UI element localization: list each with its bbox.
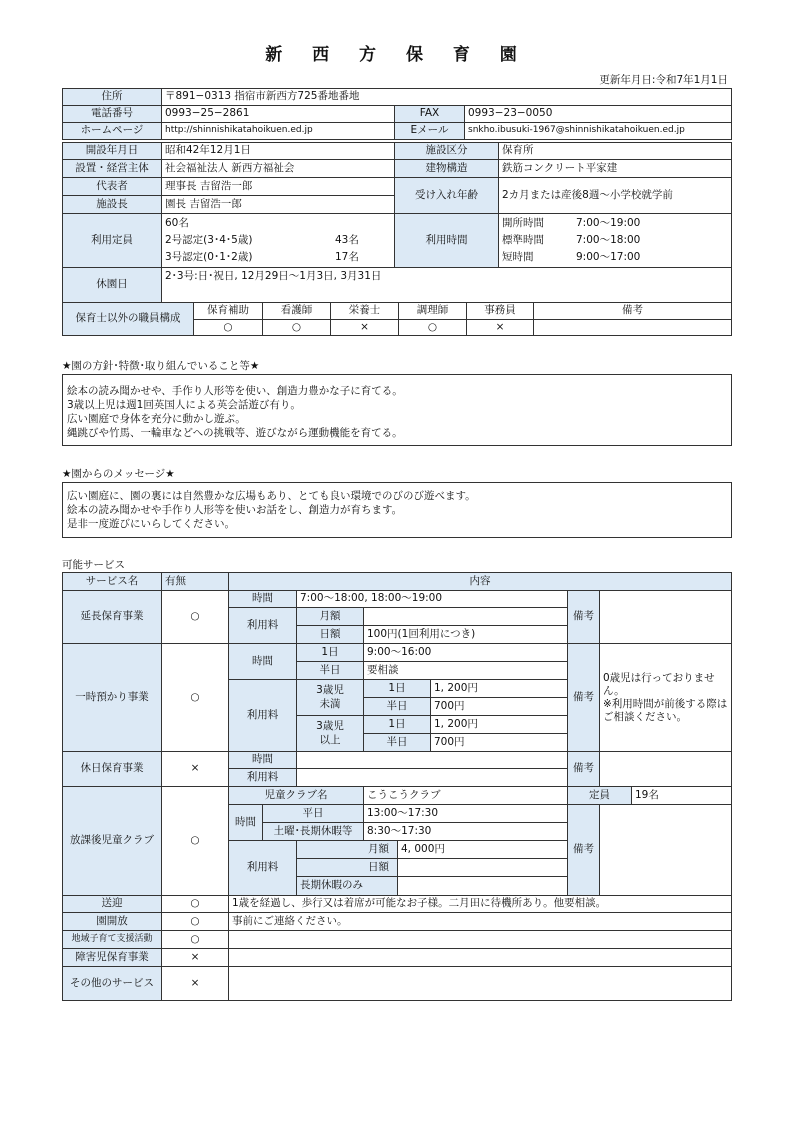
holiday-fee-label: 利用料	[228, 768, 297, 787]
service-name-afterschool: 放課後児童クラブ	[62, 786, 162, 896]
over3-fullday-label: 1日	[363, 715, 431, 734]
under3-line1: 3歳児	[316, 684, 344, 697]
holiday-notes-value	[599, 751, 732, 787]
hours-label: 利用時間	[394, 213, 499, 268]
service-name-open-house: 園開放	[62, 912, 162, 931]
policy-line: 縄跳びや竹馬、一輪車などへの挑戦等、遊びながら運動機能を育てる。	[67, 427, 403, 439]
extended-monthly-label: 月額	[296, 607, 364, 626]
club-capacity-label: 定員	[567, 786, 632, 805]
staff-notes-value	[533, 319, 732, 336]
temporary-halfday-time: 要相談	[363, 661, 568, 680]
service-content-other	[228, 966, 732, 1001]
page-title: 新 西 方 保 育 園	[265, 45, 529, 65]
extended-daily-value: 100円(1回利用につき)	[363, 625, 568, 644]
staff-role: 保育補助	[193, 302, 263, 320]
hours-row-value: 7:00～18:00	[576, 234, 641, 246]
extended-time-label: 時間	[228, 590, 297, 608]
facility-type-label: 施設区分	[394, 142, 499, 160]
policy-box	[62, 374, 732, 446]
opened-value: 昭和42年12月1日	[161, 142, 395, 160]
hours-row	[502, 249, 640, 266]
policy-line: 絵本の読み聞かせや、手作り人形等を使い、創造力豊かな子に育てる。	[67, 385, 403, 397]
hours-row-value: 7:00～19:00	[576, 217, 641, 229]
temporary-over3-label	[296, 715, 364, 752]
hours-row-label: 短時間	[502, 251, 534, 263]
service-content-transport: 1歳を経過し、歩行又は着席が可能なお子様。二月田に待機所あり。他要相談。	[228, 895, 732, 913]
temporary-halfday-label: 半日	[296, 661, 364, 680]
capacity-row	[165, 249, 391, 266]
phone-label: 電話番号	[62, 105, 162, 123]
building-value: 鉄筋コンクリート平家建	[498, 159, 732, 178]
service-name-transport: 送迎	[62, 895, 162, 913]
club-notes-label: 備考	[567, 804, 600, 896]
capacity-row-label: 2号認定(3･4･5歳)	[165, 234, 253, 246]
club-longbreak-value	[397, 876, 568, 896]
club-weekday-label: 平日	[262, 804, 364, 823]
hours-row	[502, 215, 640, 232]
temporary-notes-value: 0歳児は行っておりません。 ※利用時間が前後する際はご相談ください。	[599, 643, 732, 752]
club-notes-value	[599, 804, 732, 896]
staff-role: 看護師	[262, 302, 331, 320]
service-avail-other: ×	[161, 966, 229, 1001]
extended-notes-value	[599, 590, 732, 644]
service-name-community: 地域子育て支援活動	[62, 930, 162, 949]
service-name-extended: 延長保育事業	[62, 590, 162, 644]
staff-value: ×	[466, 319, 534, 336]
club-saturday-label: 土曜･長期休暇等	[262, 822, 364, 841]
temporary-fee-label: 利用料	[228, 679, 297, 752]
building-label: 建物構造	[394, 159, 499, 178]
email-link[interactable]: snkho.ibusuki-1967@shinnishikatahoikuen.ed.jp	[464, 122, 732, 140]
age-value: 2カ月または産後8週～小学校就学前	[498, 177, 732, 214]
capacity-row	[165, 232, 391, 249]
over3-line2: 以上	[319, 733, 341, 746]
policy-line: 広い園庭で身体を充分に動かし遊ぶ。	[67, 413, 246, 425]
message-heading: ★園からのメッセージ★	[62, 468, 175, 480]
temporary-under3-label	[296, 679, 364, 716]
staff-notes-label: 備考	[533, 302, 732, 320]
capacity-label: 利用定員	[62, 213, 162, 268]
age-label: 受け入れ年齢	[394, 177, 499, 214]
club-time-label: 時間	[228, 804, 263, 841]
service-name-disability: 障害児保育事業	[62, 948, 162, 967]
service-avail-disability: ×	[161, 948, 229, 967]
temporary-notes-label: 備考	[567, 643, 600, 752]
address-label: 住所	[62, 88, 162, 106]
capacity-value	[161, 213, 395, 268]
col-service-name: サービス名	[62, 572, 162, 591]
club-longbreak-label: 長期休暇のみ	[296, 876, 398, 896]
staff-role: 調理師	[398, 302, 467, 320]
under3-fullday-fee: 1, 200円	[430, 679, 568, 698]
holiday-notes-label: 備考	[567, 751, 600, 787]
services-heading: 可能サービス	[62, 559, 125, 571]
message-line: 是非一度遊びにいらしてください。	[67, 518, 235, 530]
holiday-time-value	[296, 751, 568, 769]
updated-date: 更新年月日:令和7年1月1日	[599, 74, 728, 86]
homepage-label: ホームページ	[62, 122, 162, 140]
opened-label: 開設年月日	[62, 142, 162, 160]
holiday-time-label: 時間	[228, 751, 297, 769]
holiday-fee-value	[296, 768, 568, 787]
address-value: 〒891−0313 指宿市新西方725番地番地	[161, 88, 732, 106]
over3-fullday-fee: 1, 200円	[430, 715, 568, 734]
hours-row-label: 標準時間	[502, 234, 544, 246]
service-avail-afterschool: ○	[161, 786, 229, 896]
hours-row-label: 開所時間	[502, 217, 544, 229]
capacity-total: 60名	[165, 217, 189, 229]
temporary-fullday-time: 9:00～16:00	[363, 643, 568, 662]
extended-monthly-value	[363, 607, 568, 626]
facility-type-value: 保育所	[498, 142, 732, 160]
representative-value: 理事長 吉留浩一郎	[161, 177, 395, 196]
club-weekday-time: 13:00～17:30	[363, 804, 568, 823]
under3-halfday-fee: 700円	[430, 697, 568, 716]
message-box	[62, 482, 732, 538]
homepage-link[interactable]: http://shinnishikatahoikuen.ed.jp	[161, 122, 395, 140]
service-content-open-house: 事前にご連絡ください。	[228, 912, 732, 931]
policy-line: 3歳以上児は週1回英国人による英会話遊び有り。	[67, 399, 301, 411]
service-avail-extended: ○	[161, 590, 229, 644]
fax-value: 0993−23−0050	[464, 105, 732, 123]
fax-label: FAX	[394, 105, 465, 123]
under3-halfday-label: 半日	[363, 697, 431, 716]
temporary-fullday-label: 1日	[296, 643, 364, 662]
representative-label: 代表者	[62, 177, 162, 196]
service-name-temporary: 一時預かり事業	[62, 643, 162, 752]
col-content: 内容	[228, 572, 732, 591]
staff-role: 事務員	[466, 302, 534, 320]
club-name-label: 児童クラブ名	[228, 786, 364, 805]
service-avail-temporary: ○	[161, 643, 229, 752]
club-daily-label: 日額	[296, 858, 398, 877]
staff-value: ○	[262, 319, 331, 336]
staff-value: ○	[398, 319, 467, 336]
service-name-holiday: 休日保育事業	[62, 751, 162, 787]
staff-role: 栄養士	[330, 302, 399, 320]
over3-halfday-fee: 700円	[430, 733, 568, 752]
extended-daily-label: 日額	[296, 625, 364, 644]
director-value: 園長 吉留浩一郎	[161, 195, 395, 214]
club-monthly-label: 月額	[296, 840, 398, 859]
service-avail-holiday: ×	[161, 751, 229, 787]
club-saturday-time: 8:30～17:30	[363, 822, 568, 841]
policy-heading: ★園の方針･特徴･取り組んでいること等★	[62, 360, 260, 372]
service-content-community	[228, 930, 732, 949]
operator-value: 社会福祉法人 新西方福祉会	[161, 159, 395, 178]
closed-days-label: 休園日	[62, 267, 162, 303]
message-line: 広い園庭に、園の裏には自然豊かな広場もあり、とても良い環境でのびのび遊べます。	[67, 490, 476, 502]
service-name-other: その他のサービス	[62, 966, 162, 1001]
message-line: 絵本の読み聞かせや手作り人形等を使いお話をし、創造力が育ちます。	[67, 504, 403, 516]
club-capacity-value: 19名	[631, 786, 732, 805]
service-avail-open-house: ○	[161, 912, 229, 931]
email-label: Eメール	[394, 122, 465, 140]
club-fee-label: 利用料	[228, 840, 297, 896]
director-label: 施設長	[62, 195, 162, 214]
club-name-value: こうこうクラブ	[363, 786, 568, 805]
capacity-row-value: 43名	[335, 234, 359, 246]
col-availability: 有無	[161, 572, 229, 591]
service-avail-community: ○	[161, 930, 229, 949]
club-monthly-value: 4, 000円	[397, 840, 568, 859]
over3-line1: 3歳児	[316, 720, 344, 733]
capacity-row-label: 3号認定(0･1･2歳)	[165, 251, 253, 263]
staff-value: ○	[193, 319, 263, 336]
staff-label: 保育士以外の職員構成	[62, 302, 194, 336]
service-content-disability	[228, 948, 732, 967]
phone-value: 0993−25−2861	[161, 105, 395, 123]
temporary-time-label: 時間	[228, 643, 297, 680]
extended-time-value: 7:00～18:00, 18:00～19:00	[296, 590, 568, 608]
extended-notes-label: 備考	[567, 590, 600, 644]
club-daily-value	[397, 858, 568, 877]
operator-label: 設置・経営主体	[62, 159, 162, 178]
staff-value: ×	[330, 319, 399, 336]
hours-row	[502, 232, 640, 249]
over3-halfday-label: 半日	[363, 733, 431, 752]
capacity-row-value: 17名	[335, 251, 359, 263]
extended-fee-label: 利用料	[228, 607, 297, 644]
under3-line2: 未満	[319, 697, 341, 710]
under3-fullday-label: 1日	[363, 679, 431, 698]
hours-value	[498, 213, 732, 268]
closed-days-value: 2･3号:日･祝日, 12月29日～1月3日, 3月31日	[161, 267, 732, 303]
service-avail-transport: ○	[161, 895, 229, 913]
hours-row-value: 9:00～17:00	[576, 251, 641, 263]
